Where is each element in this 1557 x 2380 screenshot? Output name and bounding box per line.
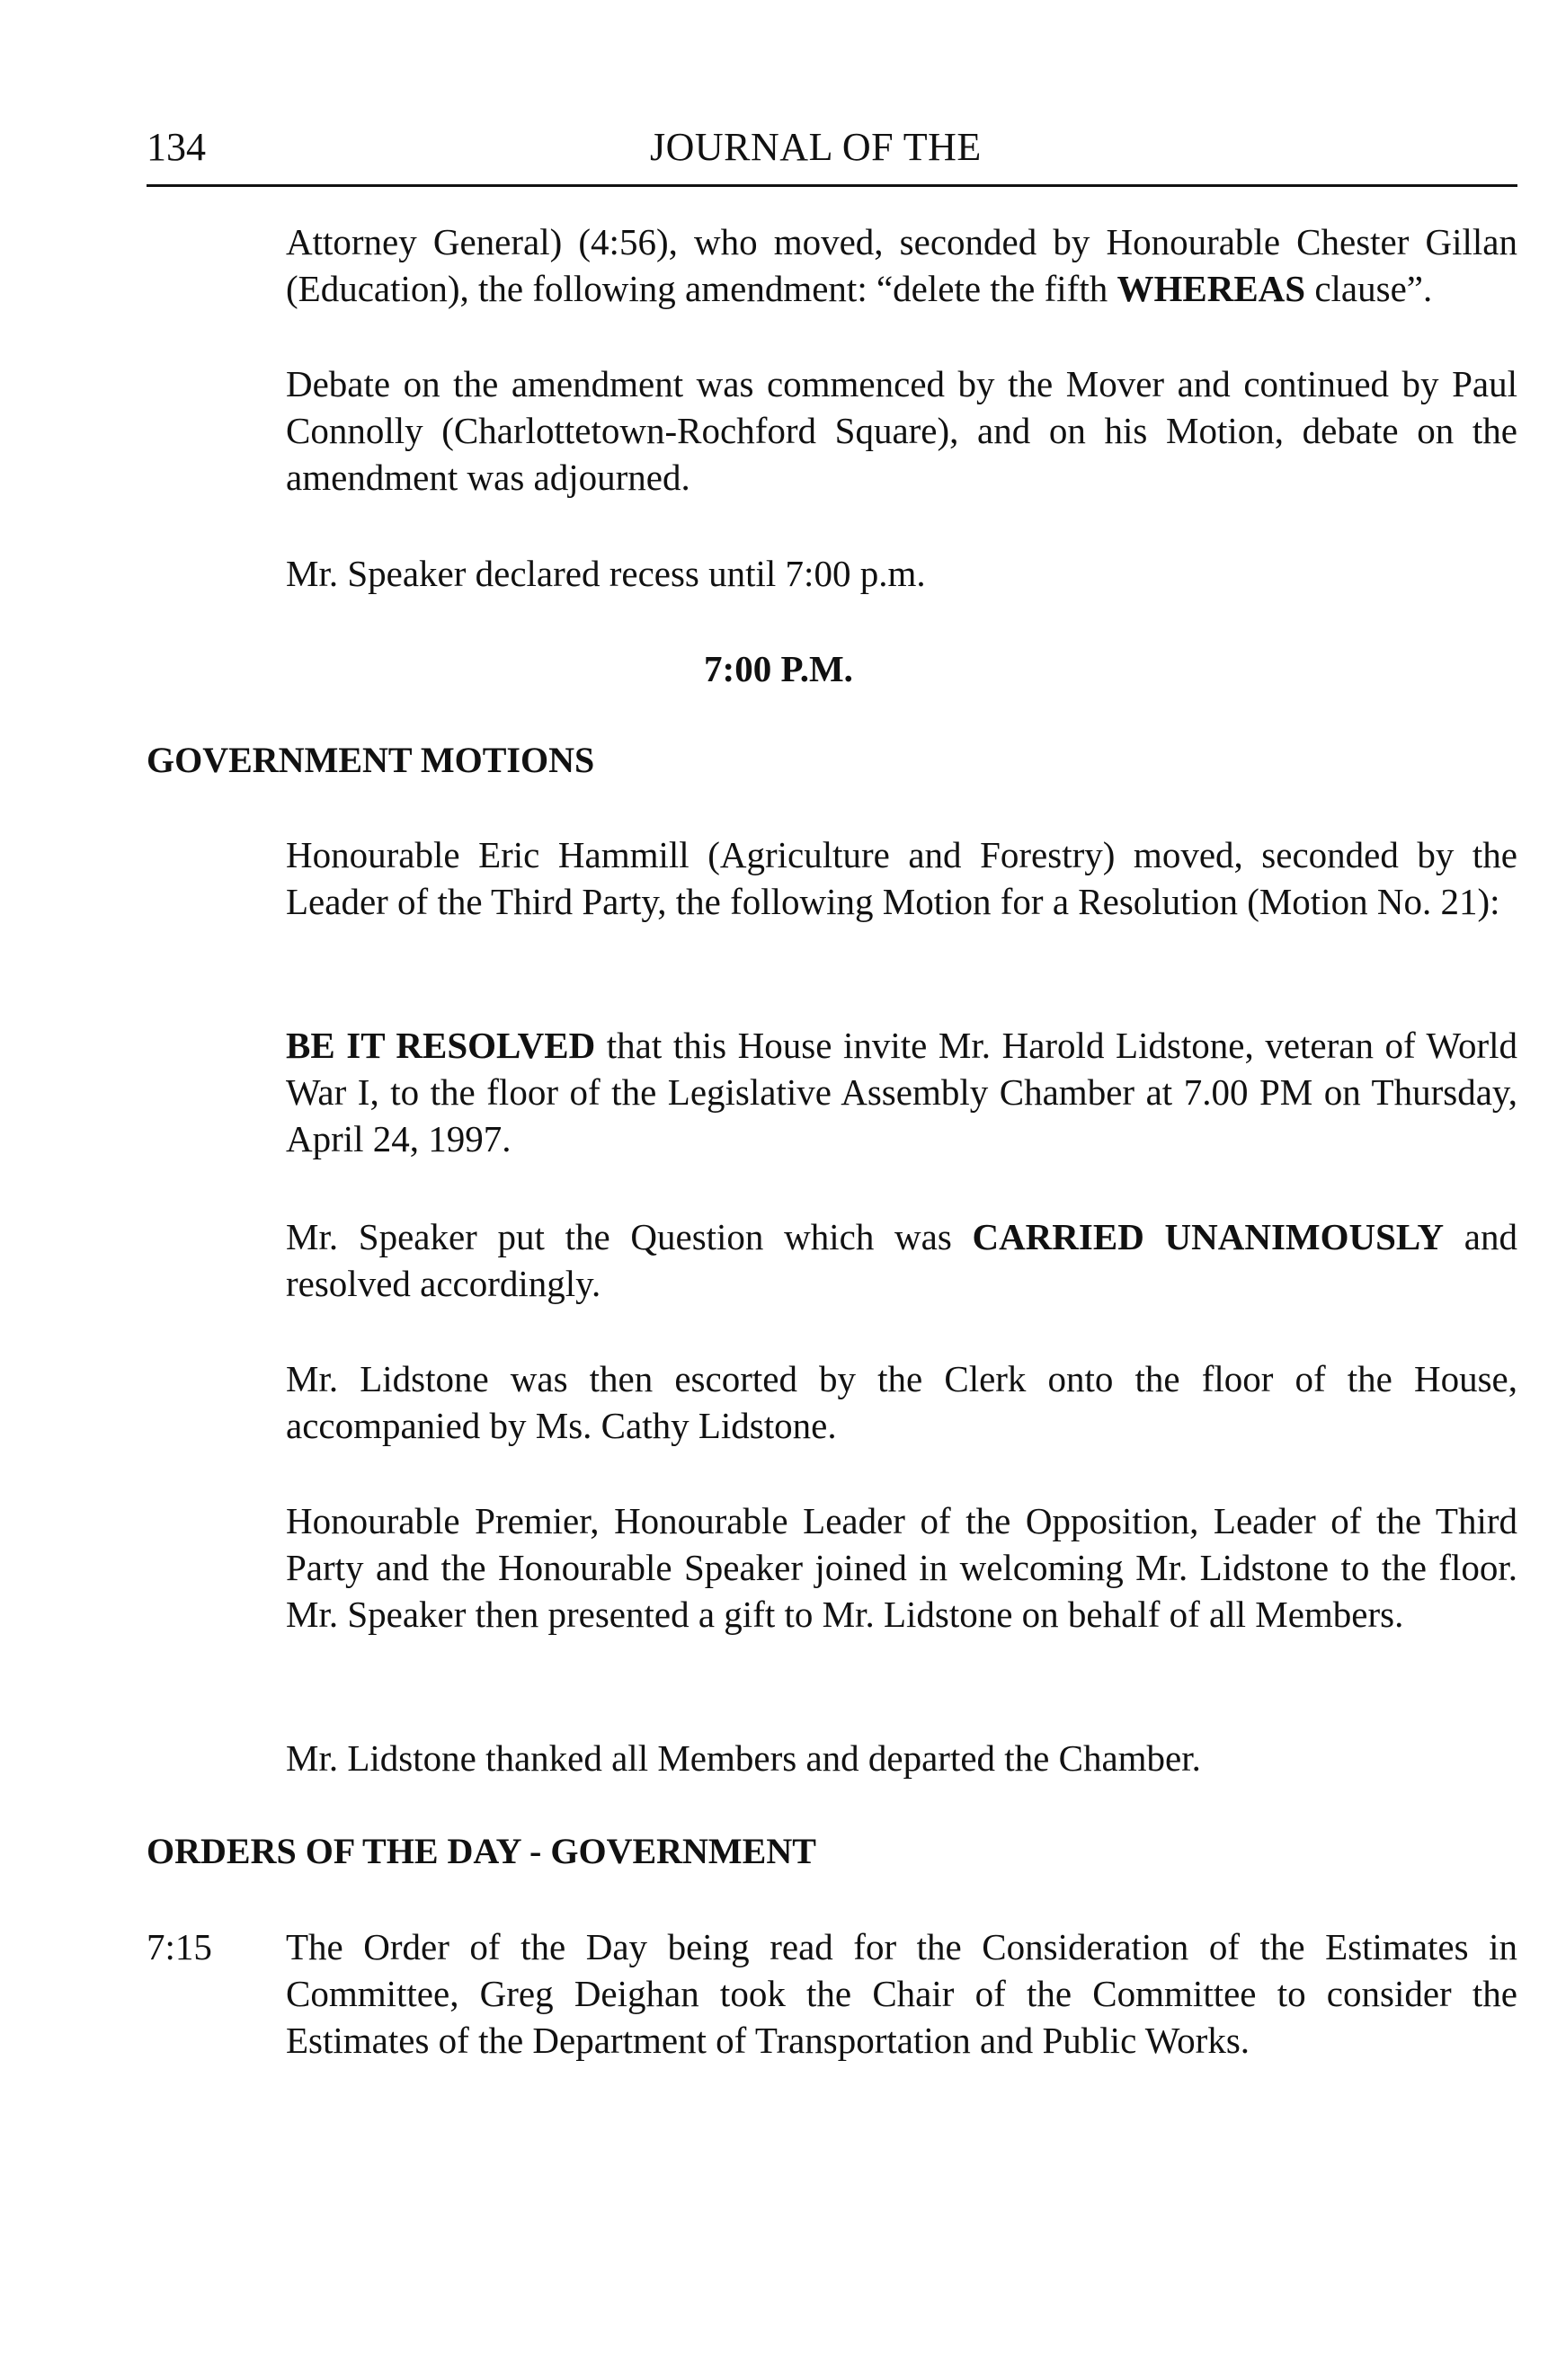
question-text: Mr. Speaker put the Question which was xyxy=(286,1216,973,1257)
page-number: 134 xyxy=(147,125,206,169)
time-heading-7pm: 7:00 P.M. xyxy=(704,648,853,689)
paragraph-amendment xyxy=(286,218,1517,312)
paragraph-escort: Mr. Lidstone was then escorted by the Clerk onto the floor of the House, accompanied by Ms. Cathy Lidstone. xyxy=(286,1358,1517,1446)
heading-orders-of-the-day: ORDERS OF THE DAY - GOVERNMENT xyxy=(147,1831,816,1871)
paragraph-question xyxy=(286,1213,1517,1307)
paragraph-estimates: The Order of the Day being read for the Consideration of the Estimates in Committee, Greg Deighan took the Chair of the Committee to consider the Estimates of the Department of Transportation and Public Works. xyxy=(286,1926,1517,2061)
paragraph-debate: Debate on the amendment was commenced by the Mover and continued by Paul Connolly (Charlottetown-Rochford Square), and on his Motion, debate on the amendment was adjourned. xyxy=(286,363,1517,498)
question-text-end: and resolved accordingly. xyxy=(286,1216,1517,1304)
time-label-715: 7:15 xyxy=(147,1926,212,1967)
heading-government-motions: GOVERNMENT MOTIONS xyxy=(147,740,595,780)
resolution-text: that this House invite Mr. Harold Lidstone, veteran of World War I, to the floor of the Legislative Assembly Chamber at 7.00 PM on Thursday, April 24, 1997. xyxy=(286,1025,1517,1159)
paragraph-motion: Honourable Eric Hammill (Agriculture and Forestry) moved, seconded by the Leader of the Third Party, the following Motion for a Resolution (Motion No. 21): xyxy=(286,834,1517,922)
paragraph-departed: Mr. Lidstone thanked all Members and departed the Chamber. xyxy=(286,1737,1201,1779)
amendment-text-end: clause”. xyxy=(1305,268,1433,309)
amendment-text: Attorney General) (4:56), who moved, seconded by Honourable Chester Gillan (Education), the following amendment: “delete the fifth xyxy=(286,221,1517,309)
paragraph-recess: Mr. Speaker declared recess until 7:00 p.m. xyxy=(286,553,926,594)
paragraph-resolution xyxy=(286,1022,1517,1162)
paragraph-welcome: Honourable Premier, Honourable Leader of the Opposition, Leader of the Third Party and the Honourable Speaker joined in welcoming Mr. Lidstone to the floor. Mr. Speaker then presented a gift to Mr. Lidstone on behalf of all Members. xyxy=(286,1500,1517,1635)
page-header xyxy=(147,121,1517,187)
carried-unanimously-bold: CARRIED UNANIMOUSLY xyxy=(972,1216,1445,1257)
running-head: JOURNAL OF THE xyxy=(650,125,982,169)
whereas-bold: WHEREAS xyxy=(1117,268,1306,309)
be-it-resolved-bold: BE IT RESOLVED xyxy=(286,1025,596,1066)
